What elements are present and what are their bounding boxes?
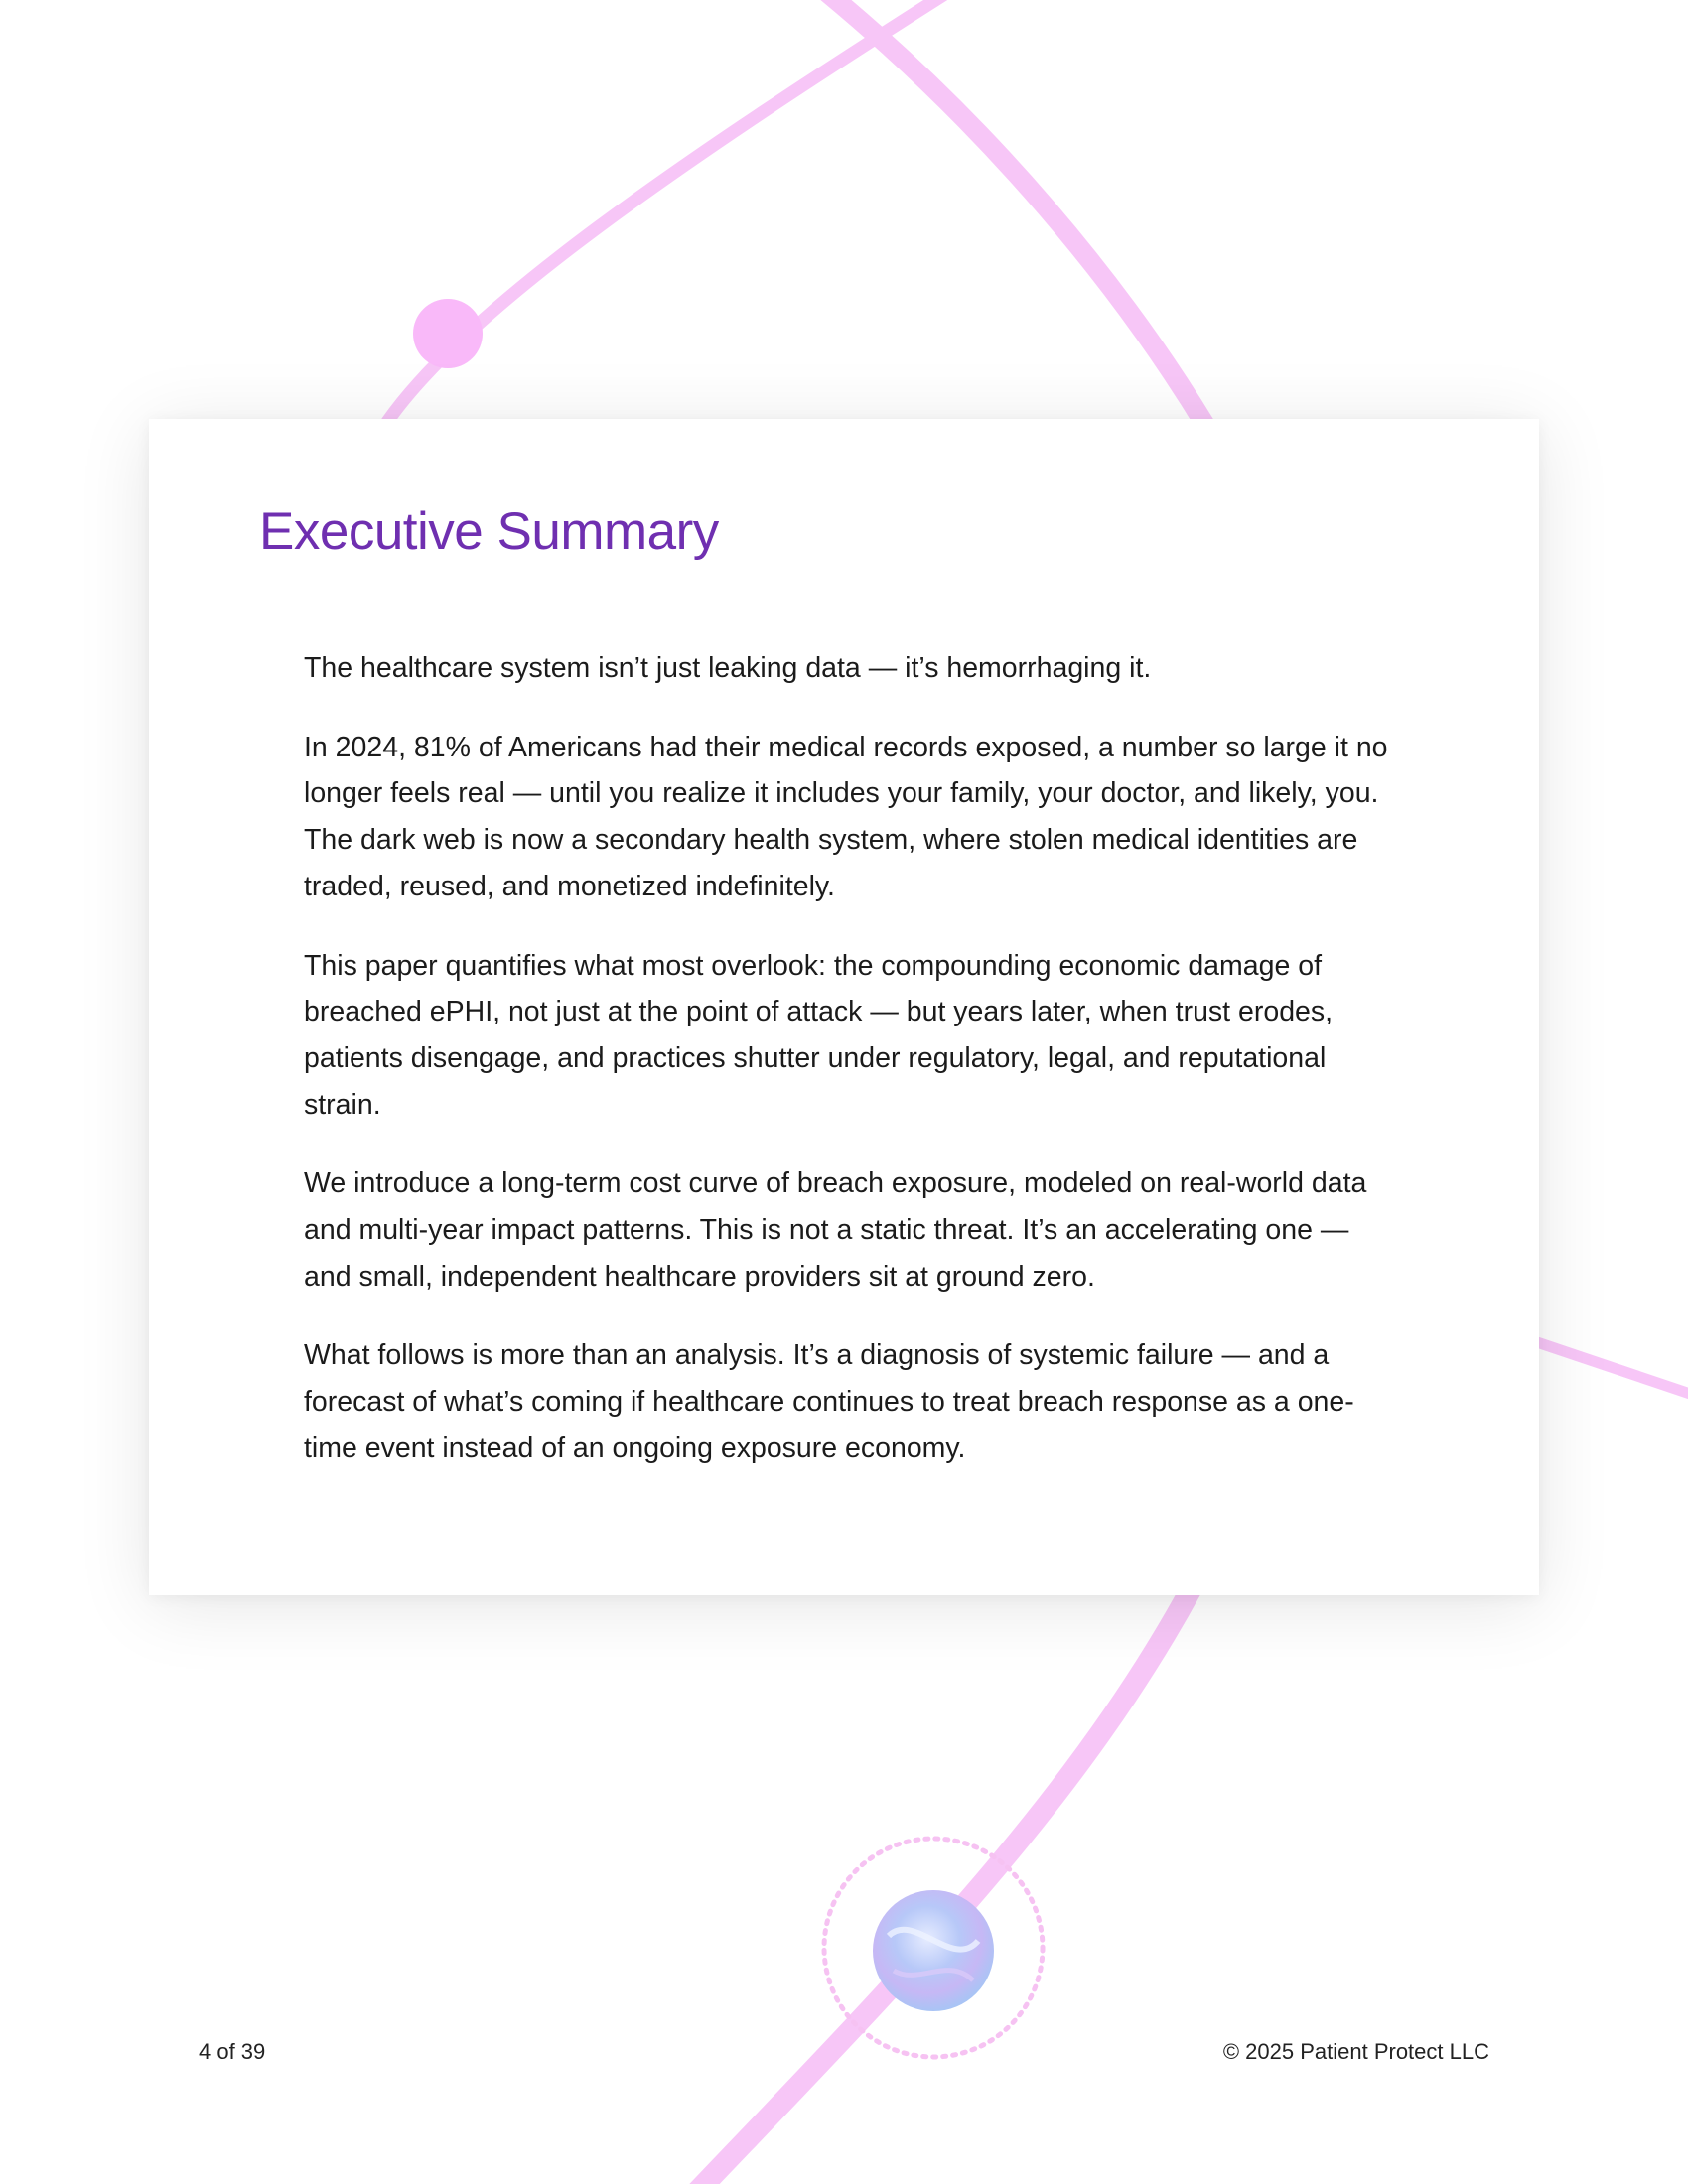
content-card	[149, 419, 1539, 1595]
decorative-dot	[413, 299, 483, 368]
paragraph-1: The healthcare system isn’t just leaking data — it’s hemorrhaging it.	[304, 652, 1152, 684]
page-title: Executive Summary	[259, 502, 719, 561]
paragraph-2: In 2024, 81% of Americans had their medical records exposed, a number so large it no longer feels real — until you realize it includes your family, your doctor, and likely, you. The dark web is now a secondary health system, where stolen medical identities are traded, reused, and monetized indefinitely.	[304, 731, 1388, 902]
decorative-line-diagonal	[824, 0, 1206, 427]
decorative-line-lower	[695, 1588, 1192, 2184]
paragraph-3: This paper quantifies what most overlook: the compounding economic damage of breached ePHI, not just at the point of attack — but years later, when trust erodes, patients disengage, and practices shutter under regulatory, legal, and reputational strain.	[304, 949, 1334, 1121]
paragraph-4: We introduce a long-term cost curve of breach exposure, modeled on real-world data and multi-year impact patterns. This is not a static threat. It’s an accelerating one — and small, independent healthcare providers sit at ground zero.	[304, 1167, 1367, 1293]
copyright-notice: © 2025 Patient Protect LLC	[1222, 2039, 1489, 2064]
page-number: 4 of 39	[199, 2039, 266, 2064]
decorative-line-right	[1537, 1342, 1688, 1395]
decorative-orb	[873, 1890, 994, 2011]
summary-body	[304, 645, 1396, 1505]
paragraph-5: What follows is more than an analysis. It’s a diagnosis of systemic failure — and a forecast of what’s coming if healthcare continues to treat breach response as a one-time event instead of an ongoing exposure economy.	[304, 1339, 1354, 1464]
